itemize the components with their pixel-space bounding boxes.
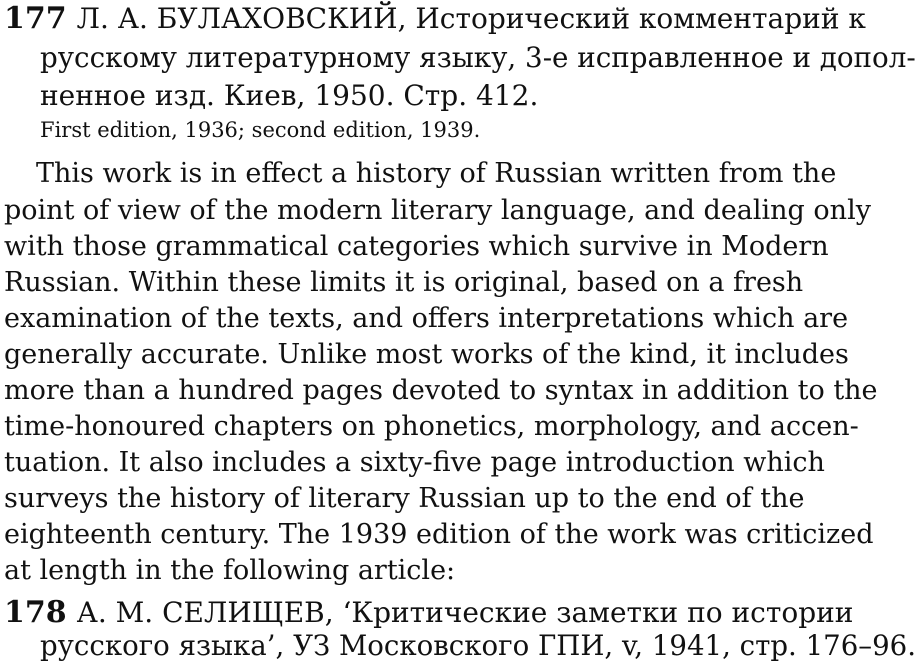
entry-heading-text: Л. А. БУЛАХОВСКИЙ, Исторический комментарий к bbox=[76, 2, 866, 35]
commentary-line: surveys the history of literary Russian up to the end of the bbox=[4, 483, 805, 514]
commentary-line: This work is in effect a history of Russian written from the bbox=[36, 158, 837, 189]
entry-number: 178 bbox=[4, 595, 67, 630]
commentary-line: with those grammatical categories which survive in Modern bbox=[4, 231, 829, 262]
commentary-line: eighteenth century. The 1939 edition of the work was criticized bbox=[4, 519, 874, 550]
commentary-line: Russian. Within these limits it is original, based on a fresh bbox=[4, 267, 804, 298]
entry-177-heading-line-3: ненное изд. Киев, 1950. Стр. 412. bbox=[40, 79, 539, 112]
commentary-line: generally accurate. Unlike most works of the kind, it includes bbox=[4, 339, 849, 370]
entry-178-heading-line-2: русского языка’, УЗ Московского ГПИ, v, 1941, стр. 176–96. bbox=[40, 629, 917, 662]
commentary-line: point of view of the modern literary language, and dealing only bbox=[4, 195, 871, 226]
entry-177-edition-note: First edition, 1936; second edition, 1939. bbox=[40, 118, 481, 142]
entry-178-heading-line-1 bbox=[4, 595, 854, 630]
commentary-line: more than a hundred pages devoted to syntax in addition to the bbox=[4, 375, 878, 406]
commentary-line: time-honoured chapters on phonetics, morphology, and accen- bbox=[4, 411, 859, 442]
commentary-line: at length in the following article: bbox=[4, 555, 456, 586]
entry-177-heading-line-1 bbox=[4, 1, 866, 36]
entry-number: 177 bbox=[4, 1, 67, 36]
entry-heading-text: А. М. СЕЛИЩЕВ, ‘Критические заметки по истории bbox=[76, 596, 854, 629]
commentary-line: examination of the texts, and offers interpretations which are bbox=[4, 303, 849, 334]
commentary-line: tuation. It also includes a sixty-five page introduction which bbox=[4, 447, 825, 478]
entry-177-heading-line-2: русскому литературному языку, 3-е исправленное и допол- bbox=[40, 41, 916, 74]
